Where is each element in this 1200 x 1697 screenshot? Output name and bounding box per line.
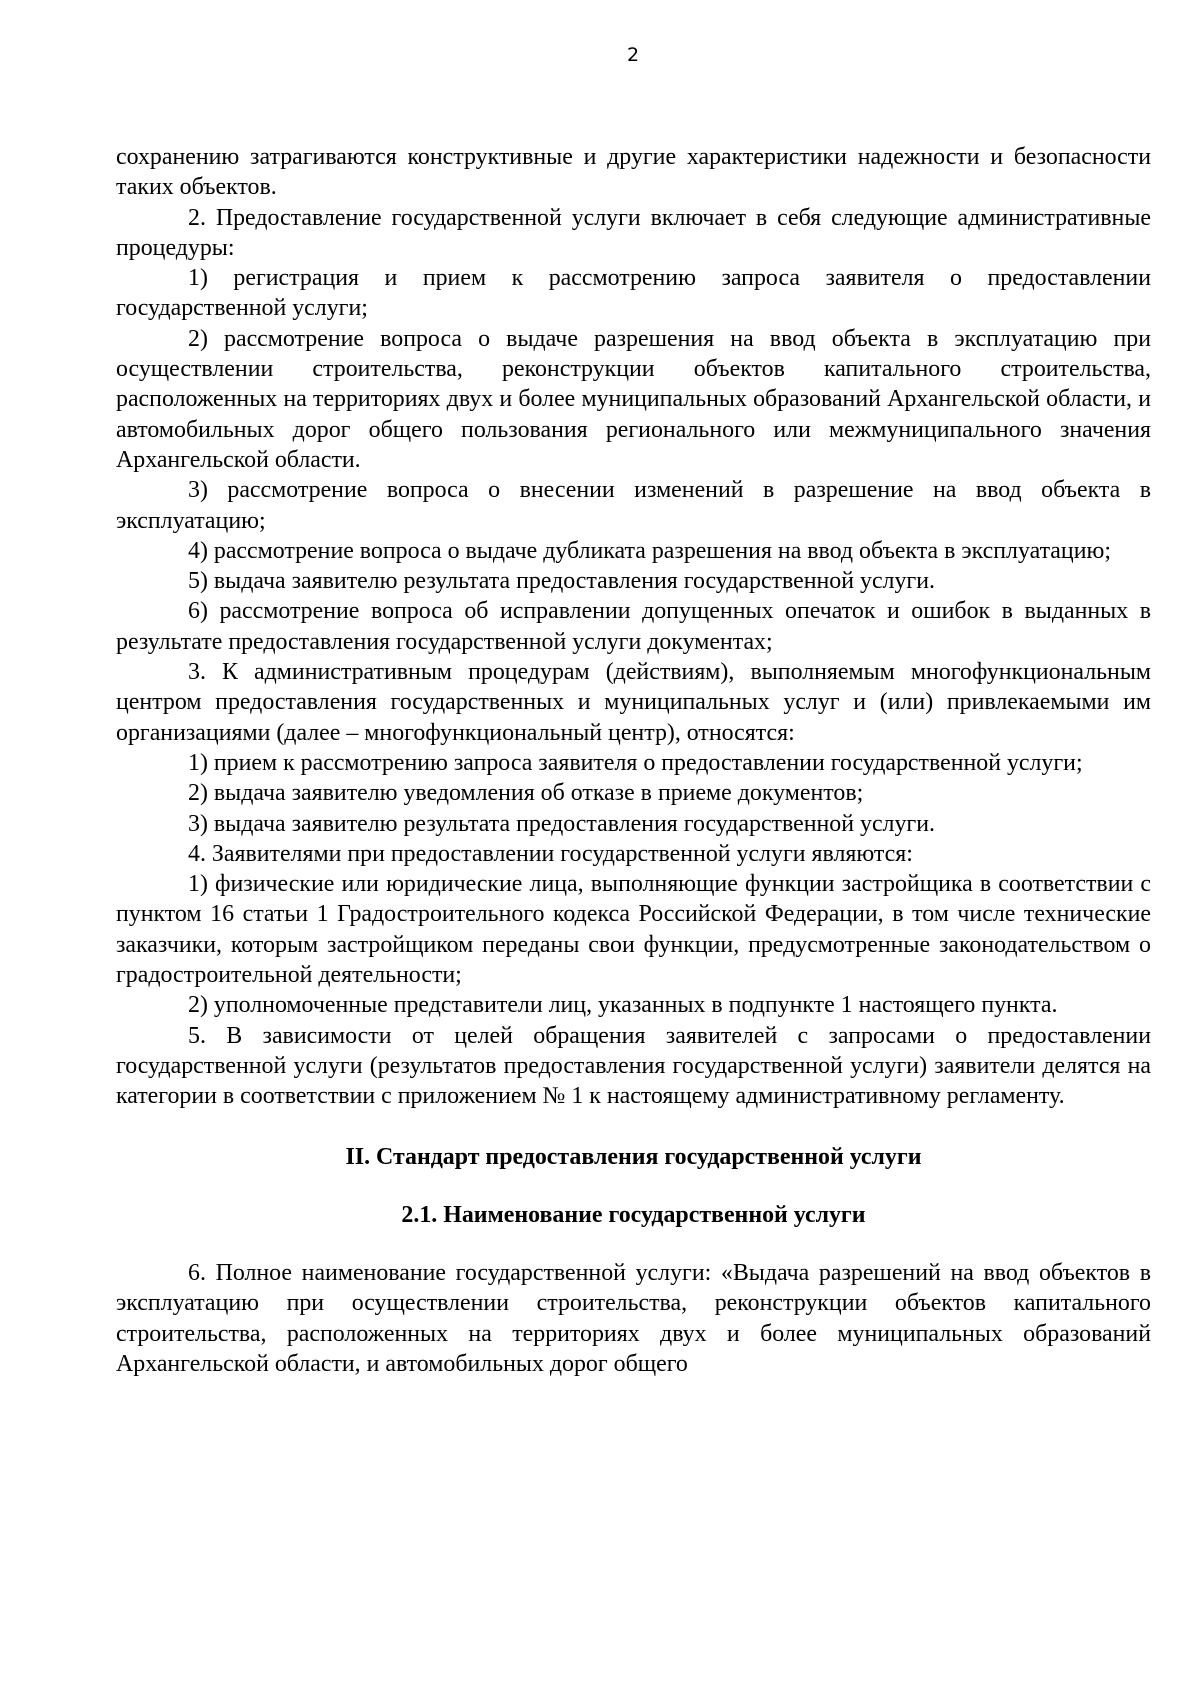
paragraph: 1) регистрация и прием к рассмотрению запроса заявителя о предоставлении государственной услуги; [116,265,1151,322]
paragraph: 6) рассмотрение вопроса об исправлении допущенных опечаток и ошибок в выданных в результате предоставления государственной услуги документах; [116,598,1151,655]
paragraph: 3. К административным процедурам (действиям), выполняемым многофункциональным центром предоставления государственных и муниципальных услуг и (или) привлекаемыми им организациями (далее – многофункциональный центр), относятся: [116,659,1151,746]
paragraph: сохранению затрагиваются конструктивные и другие характеристики надежности и безопасности таких объектов. [116,144,1151,201]
paragraph: 2) выдача заявителю уведомления об отказе в приеме документов; [188,780,864,807]
document-body [116,142,1151,1379]
paragraph: 3) выдача заявителю результата предоставления государственной услуги. [188,810,935,837]
paragraph: 4) рассмотрение вопроса о выдаче дубликата разрешения на ввод объекта в эксплуатацию; [188,537,1111,564]
paragraph: 5. В зависимости от целей обращения заявителей с запросами о предоставлении государственной услуги (результатов предоставления государственной услуги) заявители делятся на категории в соответствии с приложением № 1 к настоящему административному регламенту. [116,1022,1151,1110]
paragraph: 3) рассмотрение вопроса о внесении изменений в разрешение на ввод объекта в эксплуатацию; [116,477,1151,534]
paragraph: 2. Предоставление государственной услуги включает в себя следующие административные процедуры: [116,204,1151,261]
paragraph-final: 6. Полное наименование государственной услуги: «Выдача разрешений на ввод объектов в эксплуатацию при осуществлении строительства, реконструкции объектов капитального строительства, расположенных на территориях двух и более муниципальных образований Архангельской области, и автомобильных дорог общего [116,1260,1151,1377]
paragraph: 4. Заявителями при предоставлении государственной услуги являются: [188,840,913,867]
paragraph: 1) физические или юридические лица, выполняющие функции застройщика в соответствии с пунктом 16 статьи 1 Градостроительного кодекса Российской Федерации, в том числе технические заказчики, которым застройщиком переданы свои функции, предусмотренные законодательством о градостроительной деятельности; [116,871,1151,989]
section-heading: II. Стандарт предоставления государственной услуги [345,1143,922,1170]
page-number: 2 [626,44,640,66]
paragraph: 5) выдача заявителю результата предоставления государственной услуги. [188,568,935,595]
paragraphs-top [116,142,1151,1112]
subsection-heading: 2.1. Наименование государственной услуги [401,1201,866,1228]
paragraph: 2) рассмотрение вопроса о выдаче разрешения на ввод объекта в эксплуатацию при осуществлении строительства, реконструкции объектов капитального строительства, расположенных на территориях двух и более муниципальных образований Архангельской области, и автомобильных дорог общего пользования регионального или межмуниципального значения Архангельской области. [116,325,1151,473]
paragraph: 2) уполномоченные представители лиц, указанных в подпункте 1 настоящего пункта. [188,992,1058,1019]
paragraph: 1) прием к рассмотрению запроса заявителя о предоставлении государственной услуги; [188,749,1083,776]
